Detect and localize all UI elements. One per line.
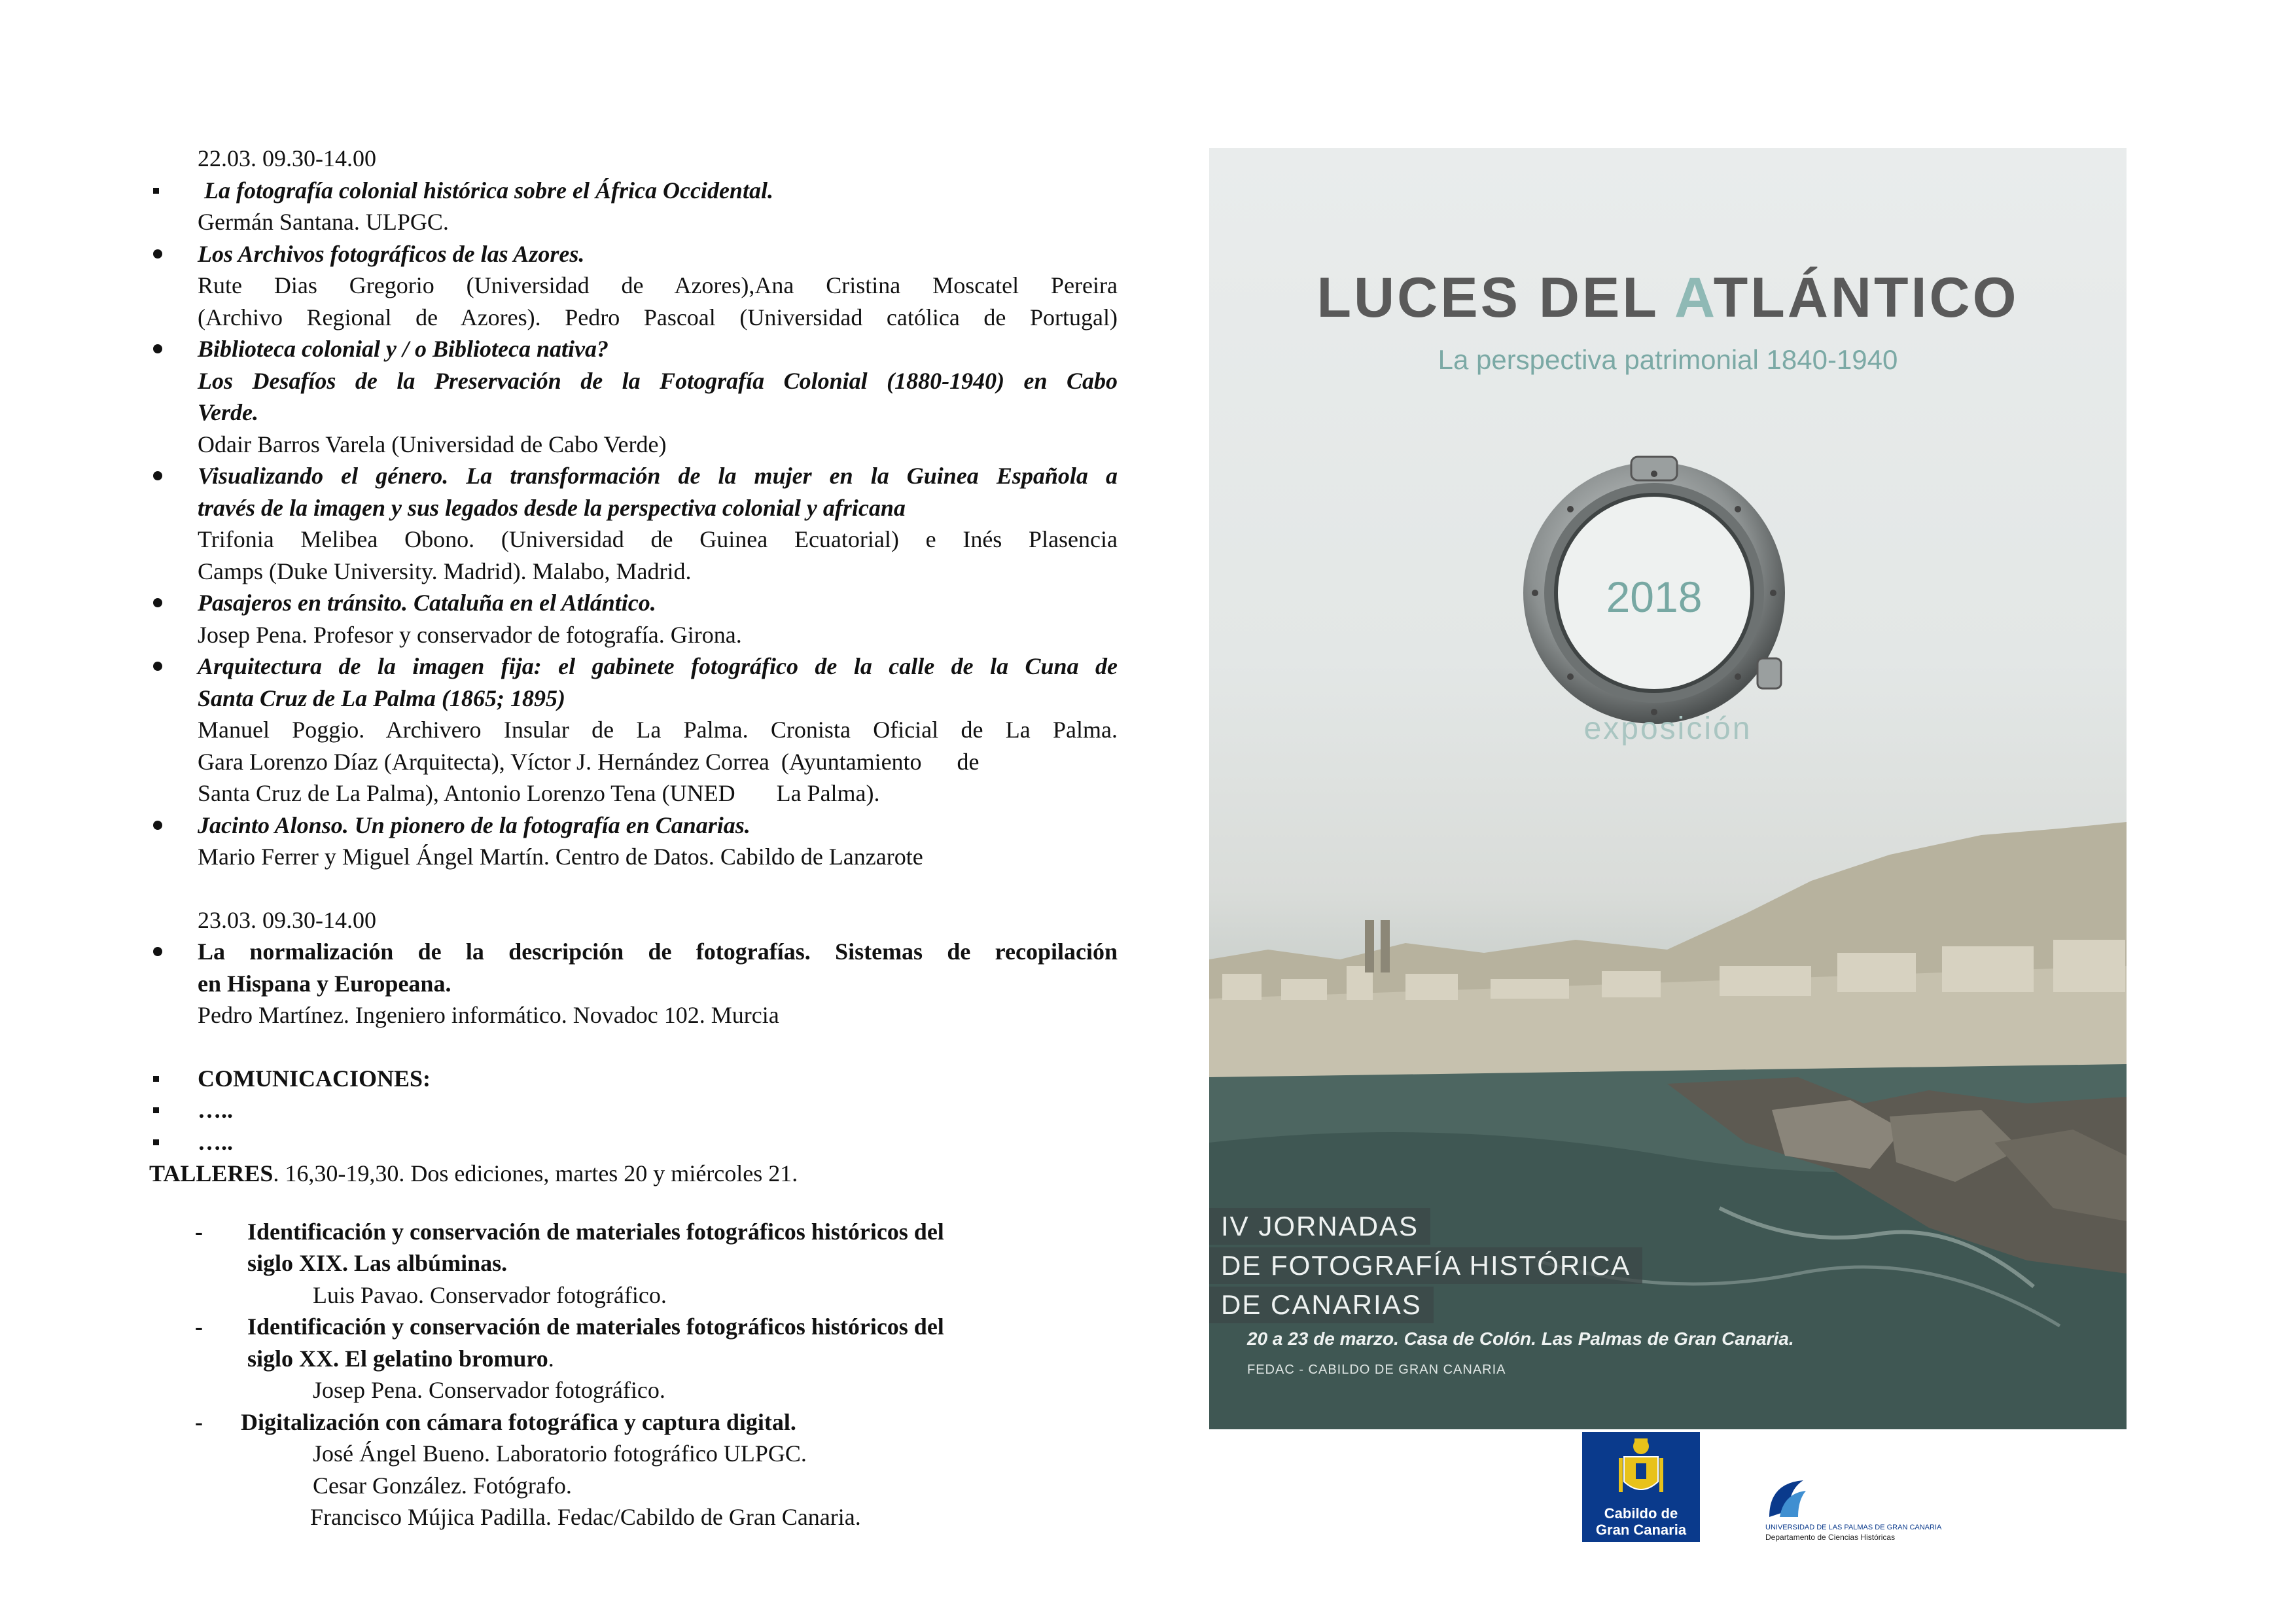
communication-item: ….. — [198, 1097, 233, 1123]
poster-band-fotografia: DE FOTOGRAFÍA HISTÓRICA — [1209, 1247, 1642, 1284]
workshop-1-title: siglo XIX. Las albúminas. — [247, 1250, 508, 1276]
talk-7-speaker: Mario Ferrer y Miguel Ángel Martín. Centro de Datos. Cabildo de Lanzarote — [198, 844, 923, 870]
talk-2-speaker-line: Rute Dias Gregorio (Universidad de Azores),Ana Cristina Moscatel Pereira — [198, 272, 1118, 298]
talk-8-speaker: Pedro Martínez. Ingeniero informático. Novadoc 102. Murcia — [198, 1002, 779, 1028]
talk-6-speaker-line: Manuel Poggio. Archivero Insular de La Palma. Cronista Oficial de La Palma. — [198, 717, 1118, 743]
workshop-3-teacher: Francisco Mújica Padilla. Fedac/Cabildo de Gran Canaria. — [310, 1504, 861, 1530]
workshop-1-title: - Identificación y conservación de materiales fotográficos históricos del — [149, 1216, 1118, 1248]
poster-year: 2018 — [1606, 573, 1703, 621]
communication-item: ….. — [198, 1128, 233, 1155]
talk-6-speaker-line: Santa Cruz de La Palma), Antonio Lorenzo Tena (UNED La Palma). — [198, 780, 880, 806]
talk-2-speaker-line: (Archivo Regional de Azores). Pedro Pascoal (Universidad católica de Portugal) — [198, 304, 1118, 330]
talk-3-title: Biblioteca colonial y / o Biblioteca nativa? — [198, 336, 609, 362]
talk-5-title: Pasajeros en tránsito. Cataluña en el Atlántico. — [198, 590, 656, 616]
communications-heading: COMUNICACIONES: — [198, 1065, 431, 1092]
talk-2-title: Los Archivos fotográficos de las Azores. — [198, 240, 585, 267]
ulpgc-wave-icon — [1760, 1471, 1839, 1522]
workshops-label: TALLERES — [149, 1160, 274, 1186]
workshop-2-title: siglo XX. El gelatino bromuro. — [247, 1345, 554, 1372]
ulpgc-logo — [1760, 1471, 1950, 1542]
talk-6-title: Santa Cruz de La Palma (1865; 1895) — [198, 685, 566, 711]
talk-7-title: Jacinto Alonso. Un pionero de la fotografía en Canarias. — [198, 812, 751, 838]
workshop-3-title: - Digitalización con cámara fotográfica y captura digital. — [149, 1406, 1118, 1438]
coat-of-arms-icon — [1582, 1432, 1700, 1504]
workshop-2-title: - Identificación y conservación de materiales fotográficos históricos del — [149, 1311, 1118, 1343]
dash-bullet-icon: - — [195, 1218, 203, 1245]
workshop-1-teacher: Luis Pavao. Conservador fotográfico. — [313, 1281, 667, 1308]
talk-3-subtitle: Los Desafíos de la Preservación de la Fotografía Colonial (1880-1940) en Cabo — [198, 367, 1118, 394]
talk-1-title: La fotografía colonial histórica sobre el África Occidental. — [204, 177, 773, 204]
talk-6-title: Arquitectura de la imagen fija: el gabinete fotográfico de la calle de la Cuna de — [198, 653, 1118, 679]
talk-4-title: Visualizando el género. La transformación de la mujer en la Guinea Española a — [198, 463, 1118, 489]
exhibition-poster — [1209, 148, 2127, 1429]
talk-4-speaker-line: Camps (Duke University. Madrid). Malabo, Madrid. — [198, 558, 692, 584]
talk-4-speaker-line: Trifonia Melibea Obono. (Universidad de Guinea Ecuatorial) e Inés Plasencia — [198, 526, 1118, 552]
program — [149, 143, 1118, 1533]
ulpgc-university-name: UNIVERSIDAD DE LAS PALMAS DE GRAN CANARIA — [1765, 1524, 1942, 1531]
poster-title: LUCES DEL ATLÁNTICO — [1316, 266, 2019, 329]
workshops-detail: . 16,30-19,30. Dos ediciones, martes 20 y miércoles 21. — [273, 1160, 798, 1186]
talk-3-speaker: Odair Barros Varela (Universidad de Cabo Verde) — [198, 431, 667, 457]
poster-band-canarias: DE CANARIAS — [1209, 1287, 1434, 1323]
talk-5-speaker: Josep Pena. Profesor y conservador de fotografía. Girona. — [198, 621, 742, 648]
talk-8-title: en Hispana y Europeana. — [198, 970, 451, 997]
day1-date: 22.03. 09.30-14.00 — [198, 145, 376, 171]
ulpgc-department-name: Departamento de Ciencias Históricas — [1765, 1533, 1896, 1542]
poster-dates: 20 a 23 de marzo. Casa de Colón. Las Palmas de Gran Canaria. — [1247, 1329, 1794, 1349]
poster-exhibition-label: exposición — [1583, 711, 1752, 746]
day2-date: 23.03. 09.30-14.00 — [198, 906, 376, 933]
dash-bullet-icon: - — [195, 1408, 203, 1435]
cabildo-logo — [1582, 1432, 1700, 1542]
poster-subtitle: La perspectiva patrimonial 1840-1940 — [1438, 344, 1898, 375]
cabildo-logo-text: Cabildo de Gran Canaria — [1595, 1505, 1687, 1538]
talk-4-title: través de la imagen y sus legados desde la perspectiva colonial y africana — [198, 494, 906, 521]
talk-1-speaker: Germán Santana. ULPGC. — [198, 209, 449, 235]
talk-8-title: La normalización de la descripción de fotografías. Sistemas de recopilación — [198, 938, 1118, 965]
talk-6-speaker-line: Gara Lorenzo Díaz (Arquitecta), Víctor J. Hernández Correa (Ayuntamiento de — [198, 748, 980, 775]
workshop-2-teacher: Josep Pena. Conservador fotográfico. — [313, 1377, 665, 1403]
poster-fedac: FEDAC - CABILDO DE GRAN CANARIA — [1247, 1363, 1506, 1377]
porthole-image — [1517, 455, 1792, 730]
workshops-heading — [149, 1158, 1118, 1190]
workshop-3-teacher: Cesar González. Fotógrafo. — [313, 1472, 572, 1499]
talk-3-subtitle: Verde. — [198, 399, 258, 425]
dash-bullet-icon: - — [195, 1313, 203, 1340]
poster-band-jornadas: IV JORNADAS — [1209, 1208, 1430, 1245]
workshop-3-teacher: José Ángel Bueno. Laboratorio fotográfico ULPGC. — [313, 1440, 807, 1467]
